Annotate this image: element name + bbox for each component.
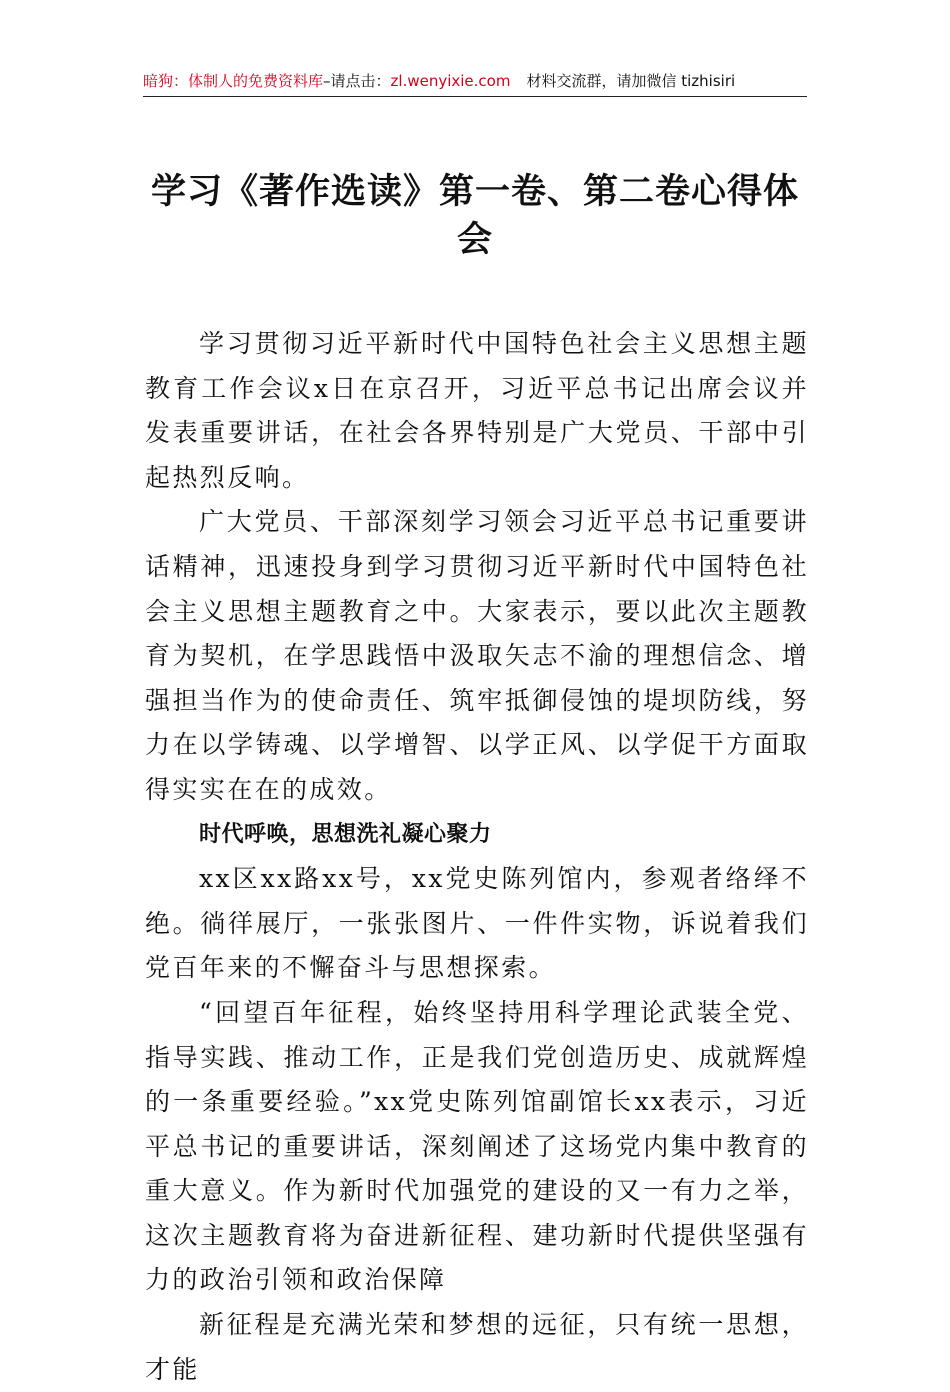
section-heading: 时代呼唤，思想洗礼凝心聚力 <box>199 821 492 847</box>
paragraph: xx区xx路xx号，xx党史陈列馆内，参观者络绎不绝。徜徉展厅，一张张图片、一件件实物，诉说着我们党百年来的不懈奋斗与思想探索。 <box>145 864 809 983</box>
paragraph: 广大党员、干部深刻学习领会习近平总书记重要讲话精神，迅速投身到学习贯彻习近平新时代中国特色社会主义思想主题教育之中。大家表示，要以此次主题教育为契机，在学思践悟中汲取矢志不渝的理想信念、增强担当作为的使命责任、筑牢抵御侵蚀的堤坝防线，努力在以学铸魂、以学增智、以学正风、以学促干方面取得实实在在的成效。 <box>145 507 809 804</box>
paragraph: 学习贯彻习近平新时代中国特色社会主义思想主题教育工作会议x日在京召开，习近平总书记出席会议并发表重要讲话，在社会各界特别是广大党员、干部中引起热烈反响。 <box>145 329 809 492</box>
paragraph: “回望百年征程，始终坚持用科学理论武装全党、指导实践、推动工作，正是我们党创造历史、成就辉煌的一条重要经验。”xx党史陈列馆副馆长xx表示，习近平总书记的重要讲话，深刻阐述了这场党内集中教育的重大意义。作为新时代加强党的建设的又一有力之举，这次主题教育将为奋进新征程、建功新时代提供坚强有力的政治引领和政治保障 <box>145 997 809 1295</box>
header-wechat-note: 材料交流群，请加微信 tizhisiri <box>526 72 736 90</box>
paragraph: 新征程是充满光荣和梦想的远征，只有统一思想，才能 <box>145 1310 809 1384</box>
header-url-link[interactable]: zl.wenyixie.com <box>390 72 511 90</box>
document-body <box>145 322 809 1392</box>
header-site-name: 暗狗：体制人的免费资料库 <box>143 72 324 90</box>
page-header <box>143 70 807 97</box>
document-title: 学习《著作选读》第一卷、第二卷心得体会 <box>150 171 799 260</box>
header-click-prompt: –请点击： <box>323 72 391 90</box>
